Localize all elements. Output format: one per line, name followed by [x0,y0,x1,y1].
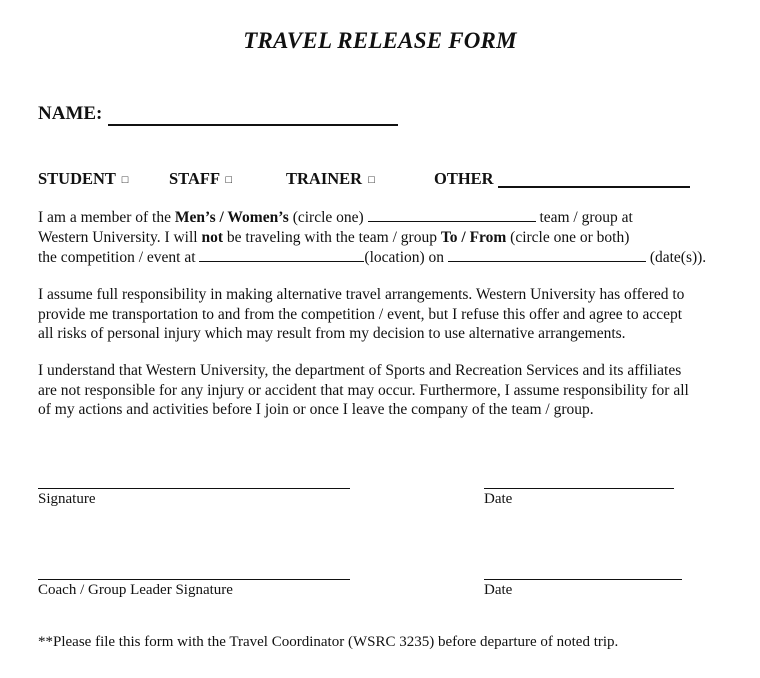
location-field[interactable] [199,247,364,262]
name-label: NAME: [38,103,103,124]
staff-option[interactable] [169,169,232,189]
date-field-2[interactable] [484,579,682,580]
footer-note: **Please file this form with the Travel Coordinator (WSRC 3235) before departure of noted trip. [38,634,619,650]
text: (date(s)). [645,249,707,266]
staff-label: STAFF [169,169,220,188]
paragraph-line: I understand that Western University, the department of Sports and Recreation Services and its affiliates [38,362,682,379]
text: (circle one or both) [506,228,630,246]
text: (location) on [364,249,448,266]
student-checkbox[interactable]: □ [121,174,129,186]
date-label-2: Date [484,582,513,598]
text: be traveling with the team / group [223,228,441,246]
direction-choice: To / From [440,228,507,246]
responsibility-paragraph [38,285,684,344]
form-title: TRAVEL RELEASE FORM [243,28,517,53]
student-option[interactable] [38,169,128,189]
coach-signature-label: Coach / Group Leader Signature [38,582,233,598]
membership-line-1 [38,207,706,228]
gender-choice: Men’s / Women’s [174,209,289,226]
text: the competition / event at [38,249,200,266]
text: (circle one) [288,209,368,226]
paragraph-line: provide me transportation to and from the competition / event, but I refuse this offer and agree to accept [38,305,683,323]
paragraph-line: of my actions and activities before I join or once I leave the company of the team / group. [38,401,594,418]
trainer-label: TRAINER [286,169,363,188]
text: I am a member of the [38,209,175,226]
staff-checkbox[interactable]: □ [225,174,233,186]
name-field[interactable] [108,124,398,126]
membership-line-2 [38,228,706,248]
signature-label: Signature [38,491,96,507]
paragraph-line: I assume full responsibility in making alternative travel arrangements. Western University has offered to [38,286,685,303]
trainer-checkbox[interactable]: □ [368,174,375,186]
team-field[interactable] [368,207,536,222]
student-label: STUDENT [38,169,116,188]
liability-paragraph [38,361,689,420]
other-field[interactable] [498,186,690,188]
dates-field[interactable] [448,247,646,262]
paragraph-line: are not responsible for any injury or accident that may occur. Furthermore, I assume responsibility for all [38,381,689,399]
signature-field[interactable] [38,488,350,489]
date-label-1: Date [484,491,513,507]
text: Western University. I will [38,228,202,246]
trainer-option[interactable] [286,169,375,189]
not-emphasis: not [201,228,224,246]
date-field-1[interactable] [484,488,674,489]
membership-paragraph [38,207,706,268]
text: team / group at [535,209,633,226]
coach-signature-field[interactable] [38,579,350,580]
paragraph-line: all risks of personal injury which may result from my decision to use alternative arrangements. [38,325,626,342]
other-label: OTHER [434,169,494,188]
membership-line-3 [38,247,706,268]
